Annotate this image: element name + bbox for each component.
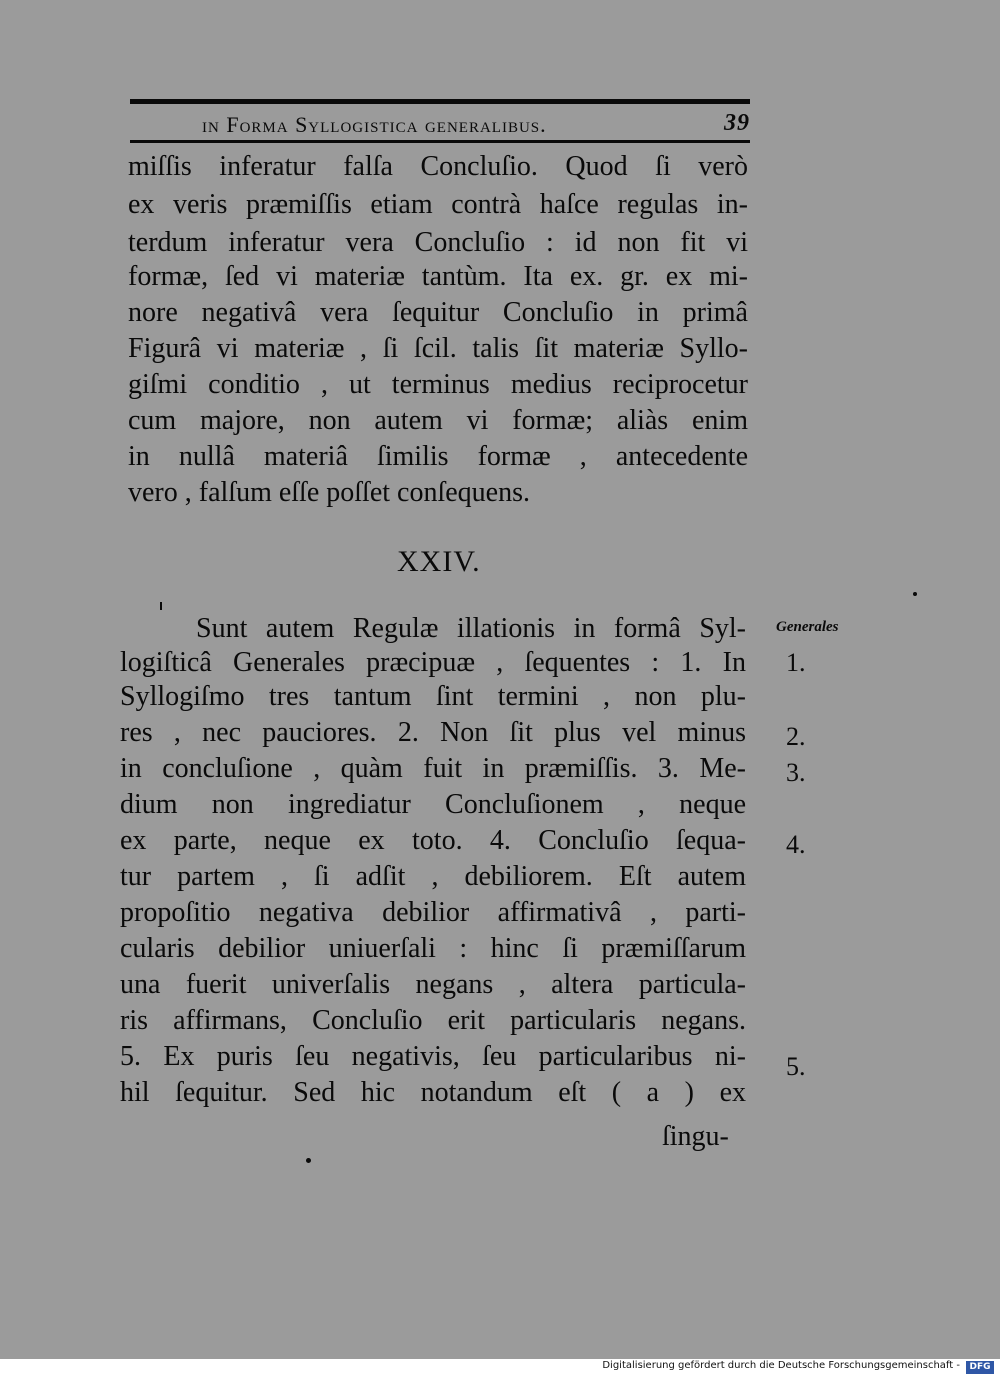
text-line: propoſitio negativa debilior affirmativâ , parti- xyxy=(120,897,746,928)
dfg-logo-icon: DFG xyxy=(966,1361,994,1374)
text-line: ex veris præmiſſis etiam contrà haſce regulas in- xyxy=(128,189,748,220)
footer-bar xyxy=(0,1359,1000,1376)
text-line: dium non ingrediatur Concluſionem , neque xyxy=(120,789,746,820)
text-line: 5. Ex puris ſeu negativis, ſeu particularibus ni- xyxy=(120,1041,746,1072)
text-line: Syllogiſmo tres tantum ſint termini , non plu- xyxy=(120,681,746,712)
ink-speck xyxy=(306,1158,311,1163)
page-number: 39 xyxy=(724,110,750,136)
text-line: cularis debilior uniuerſali : hinc ſi præmiſſarum xyxy=(120,933,746,964)
ink-speck xyxy=(160,602,162,610)
marginal-number: 3. xyxy=(786,758,806,787)
text-line: cum majore, non autem vi formæ; aliàs enim xyxy=(128,405,748,436)
text-line: formæ, ſed vi materiæ tantùm. Ita ex. gr. ex mi- xyxy=(128,261,748,292)
marginal-number: 4. xyxy=(786,830,806,859)
text-line: logiſticâ Generales præcipuæ , ſequentes : 1. In xyxy=(120,647,746,678)
text-line: ex parte, neque ex toto. 4. Concluſio ſequa- xyxy=(120,825,746,856)
funding-credit: Digitalisierung gefördert durch die Deutsche Forschungsgemeinschaft - xyxy=(602,1360,960,1371)
text-line: in concluſione , quàm fuit in præmiſſis. 3. Me- xyxy=(120,753,746,784)
text-line: res , nec pauciores. 2. Non ſit plus vel minus xyxy=(120,717,746,748)
catchword: ſingu- xyxy=(662,1121,729,1152)
marginal-title: Generales xyxy=(776,619,839,635)
text-line: Figurâ vi materiæ , ſi ſcil. talis ſit materiæ Syllo- xyxy=(128,333,748,364)
marginal-number: 5. xyxy=(786,1052,806,1081)
text-line-italic-mix: terdum inferatur vera Concluſio : id non fit vi xyxy=(128,227,748,258)
text-line: vero , falſum eſſe poſſet conſequens. xyxy=(128,477,530,508)
text-line: tur partem , ſi adſit , debiliorem. Eſt autem xyxy=(120,861,746,892)
text-line: giſmi conditio , ut terminus medius reciprocetur xyxy=(128,369,748,400)
text-line: in nullâ materiâ ſimilis formæ , antecedente xyxy=(128,441,748,472)
text-line: una fuerit univerſalis negans , altera particula- xyxy=(120,969,746,1000)
ink-speck xyxy=(913,592,917,596)
running-title: in Forma Syllogistica generalibus. xyxy=(202,112,547,137)
marginal-number: 1. xyxy=(786,648,806,677)
text-line: hil ſequitur. Sed hic notandum eſt ( a ) ex xyxy=(120,1077,746,1108)
marginal-number: 2. xyxy=(786,722,806,751)
text-line: miſſis inferatur falſa Concluſio. Quod ſi verò xyxy=(128,151,748,182)
section-heading: XXIV. xyxy=(397,545,481,578)
text-line: Sunt autem Regulæ illationis in formâ Syl- xyxy=(196,613,746,644)
text-line: ris affirmans, Concluſio erit particularis negans. xyxy=(120,1005,746,1036)
text-line: nore negativâ vera ſequitur Concluſio in primâ xyxy=(128,297,748,328)
